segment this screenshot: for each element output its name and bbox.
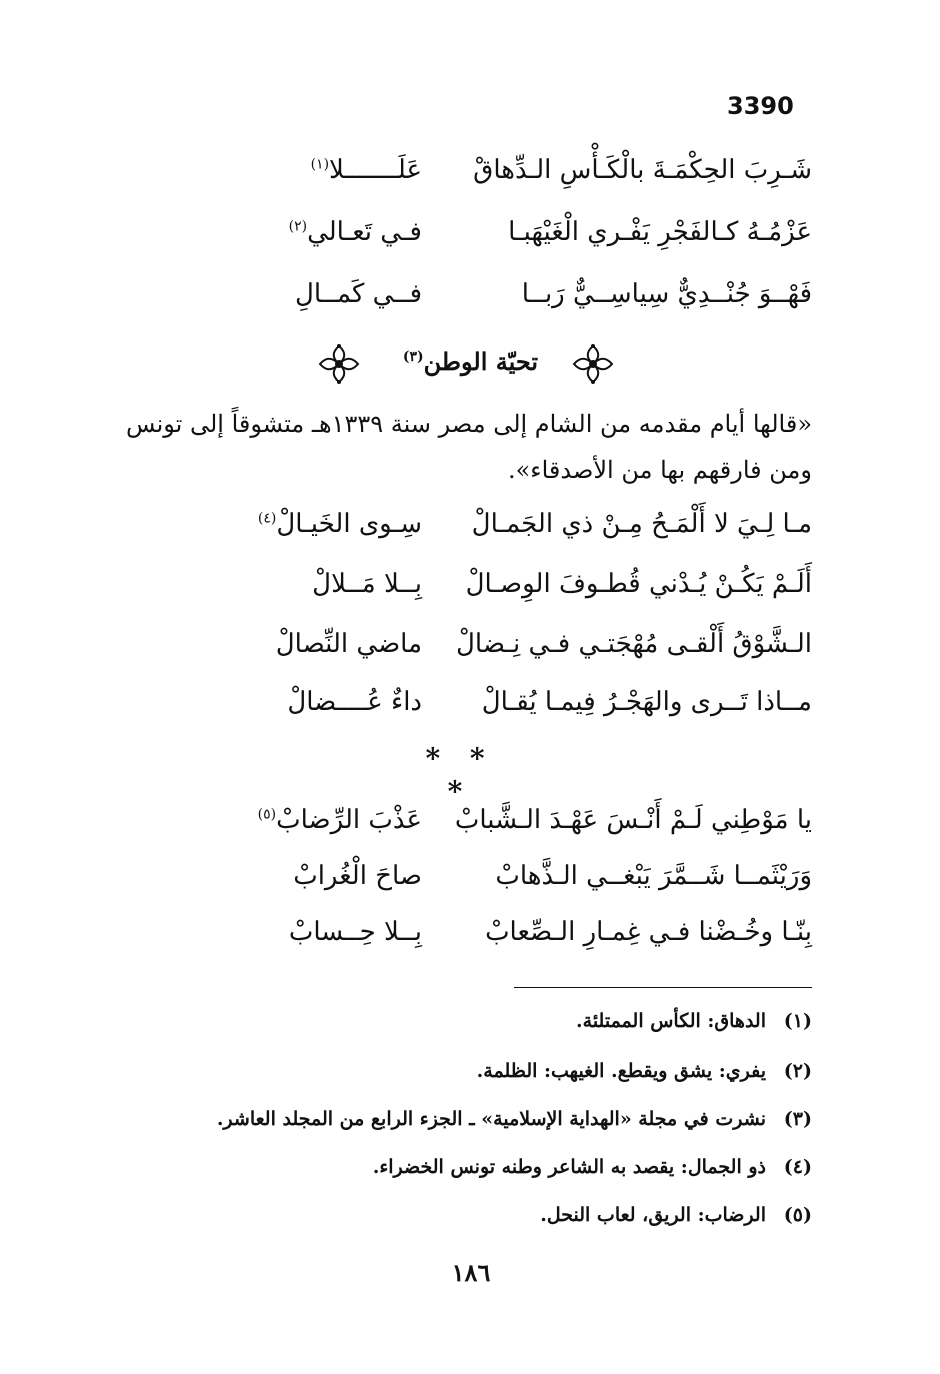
section-separator: * * * bbox=[425, 742, 495, 808]
verse-second-hemistich: داءٌ عُــــضالْ bbox=[287, 687, 422, 717]
floral-ornament-icon bbox=[570, 342, 616, 386]
verse-second-hemistich bbox=[289, 208, 422, 256]
footnote-number: (١) bbox=[783, 1010, 812, 1032]
footnote bbox=[112, 1053, 812, 1089]
footnote-text: ذو الجمال: يقصد به الشاعر وطنه تونس الخضراء. bbox=[372, 1156, 766, 1178]
hemistich-text: عَلَـــــــلا bbox=[329, 155, 422, 185]
footnote-number: (٢) bbox=[783, 1060, 812, 1082]
verse-first-hemistich: مـا لِـيَ لا أَلْمَـحُ مِـنْ ذي الجَمـالْ bbox=[471, 509, 812, 539]
verse-first-hemistich: يا مَوْطِني لَـمْ أَنْـسَ عَهْـدَ الـشَّبابْ bbox=[454, 805, 812, 835]
verse-line bbox=[257, 796, 812, 844]
footnote-ref: (٢) bbox=[288, 218, 308, 235]
footnote bbox=[112, 1101, 812, 1137]
footnote-text: الرضاب: الريق، لعاب النحل. bbox=[540, 1204, 766, 1226]
footnote-text: نشرت في مجلة «الهداية الإسلامية» ـ الجزء الرابع من المجلد العاشر. bbox=[216, 1108, 766, 1130]
verse-line bbox=[272, 208, 812, 256]
verse-second-hemistich bbox=[258, 796, 422, 844]
verse-line bbox=[272, 678, 812, 726]
verse-first-hemistich: مــاذا تَــرى والهَجْـرُ فِيمـا يُقـالْ bbox=[481, 687, 812, 717]
verse-first-hemistich: الـشَّوْقُ أَلْقـى مُهْجَتـي فـي نِـضالْ bbox=[456, 629, 812, 659]
intro-line: «قالها أيام مقدمه من الشام إلى مصر سنة ١٣٣٩هـ متشوقاً إلى تونس bbox=[126, 410, 812, 438]
verse-first-hemistich: شَـرِبَ الحِكْمَـةَ بالْكَـأْسِ الـدِّهاقْ bbox=[473, 155, 812, 185]
footnote-divider bbox=[514, 987, 812, 988]
section-heading bbox=[316, 336, 616, 392]
footnote-number: (٣) bbox=[783, 1108, 812, 1130]
verse-line bbox=[272, 146, 812, 194]
verse-first-hemistich: أَلَـمْ يَكُـنْ يُـدْني قُطـوفَ الوِصـالْ bbox=[465, 569, 812, 599]
verse-first-hemistich: عَزْمُـهُ كـالفَجْرِ يَفْـري الْغَيْهَبـا bbox=[508, 217, 812, 247]
verse-second-hemistich: فــي كَمــالِ bbox=[294, 279, 422, 309]
verse-first-hemistich: فَهْــوَ جُنْــدِيٌّ سِياسِــيٌّ رَبــا bbox=[521, 279, 812, 309]
hemistich-text: فـي تَعـالي bbox=[307, 217, 422, 247]
verse-second-hemistich bbox=[258, 500, 422, 548]
intro-line: ومن فارقهم بها من الأصدقاء». bbox=[507, 456, 812, 484]
footnote-number: (٥) bbox=[783, 1204, 812, 1226]
verse-line bbox=[272, 270, 812, 318]
footnote-text: الدهاق: الكأس الممتلئة. bbox=[576, 1010, 766, 1032]
verse-first-hemistich: وَرَيْثَمــا شَــمَّرَ يَبْغــي الـذَّهابْ bbox=[495, 861, 812, 891]
footnote bbox=[112, 1197, 812, 1233]
footnote-text: يفري: يشق ويقطع. الغيهب: الظلمة. bbox=[476, 1060, 766, 1082]
verse-second-hemistich bbox=[311, 146, 422, 194]
verse-first-hemistich: بِنّـا وخُـضْنا فـي غِمـارِ الـصِّعابْ bbox=[485, 917, 812, 947]
page-number: ١٨٦ bbox=[451, 1258, 491, 1287]
floral-ornament-icon bbox=[316, 342, 362, 386]
footnote bbox=[112, 1149, 812, 1185]
footnote bbox=[112, 1003, 812, 1039]
footnote-ref: (٤) bbox=[257, 510, 277, 527]
footnote-ref: (٥) bbox=[257, 806, 277, 823]
verse-second-hemistich: صاحَ الْغُرابْ bbox=[293, 861, 422, 891]
hemistich-text: سِـوى الخَيـالْ bbox=[276, 509, 422, 539]
corner-number: 3390 bbox=[727, 92, 794, 120]
hemistich-text: عَذْبَ الرِّضابْ bbox=[276, 805, 422, 835]
section-title bbox=[403, 344, 538, 380]
footnote-ref: (١) bbox=[310, 156, 330, 173]
verse-line bbox=[257, 500, 812, 548]
verse-line bbox=[272, 620, 812, 668]
verse-line bbox=[272, 852, 812, 900]
verse-second-hemistich: بِــلا حِــسابْ bbox=[288, 917, 422, 947]
footnote-number: (٤) bbox=[783, 1156, 812, 1178]
section-title-text: تحيّة الوطن bbox=[423, 347, 538, 376]
verse-line bbox=[272, 560, 812, 608]
footnote-ref: (٣) bbox=[402, 349, 424, 365]
verse-line bbox=[272, 908, 812, 956]
verse-second-hemistich: ماضي النِّصالْ bbox=[275, 629, 422, 659]
verse-second-hemistich: بِــلا مَــلالْ bbox=[312, 569, 422, 599]
